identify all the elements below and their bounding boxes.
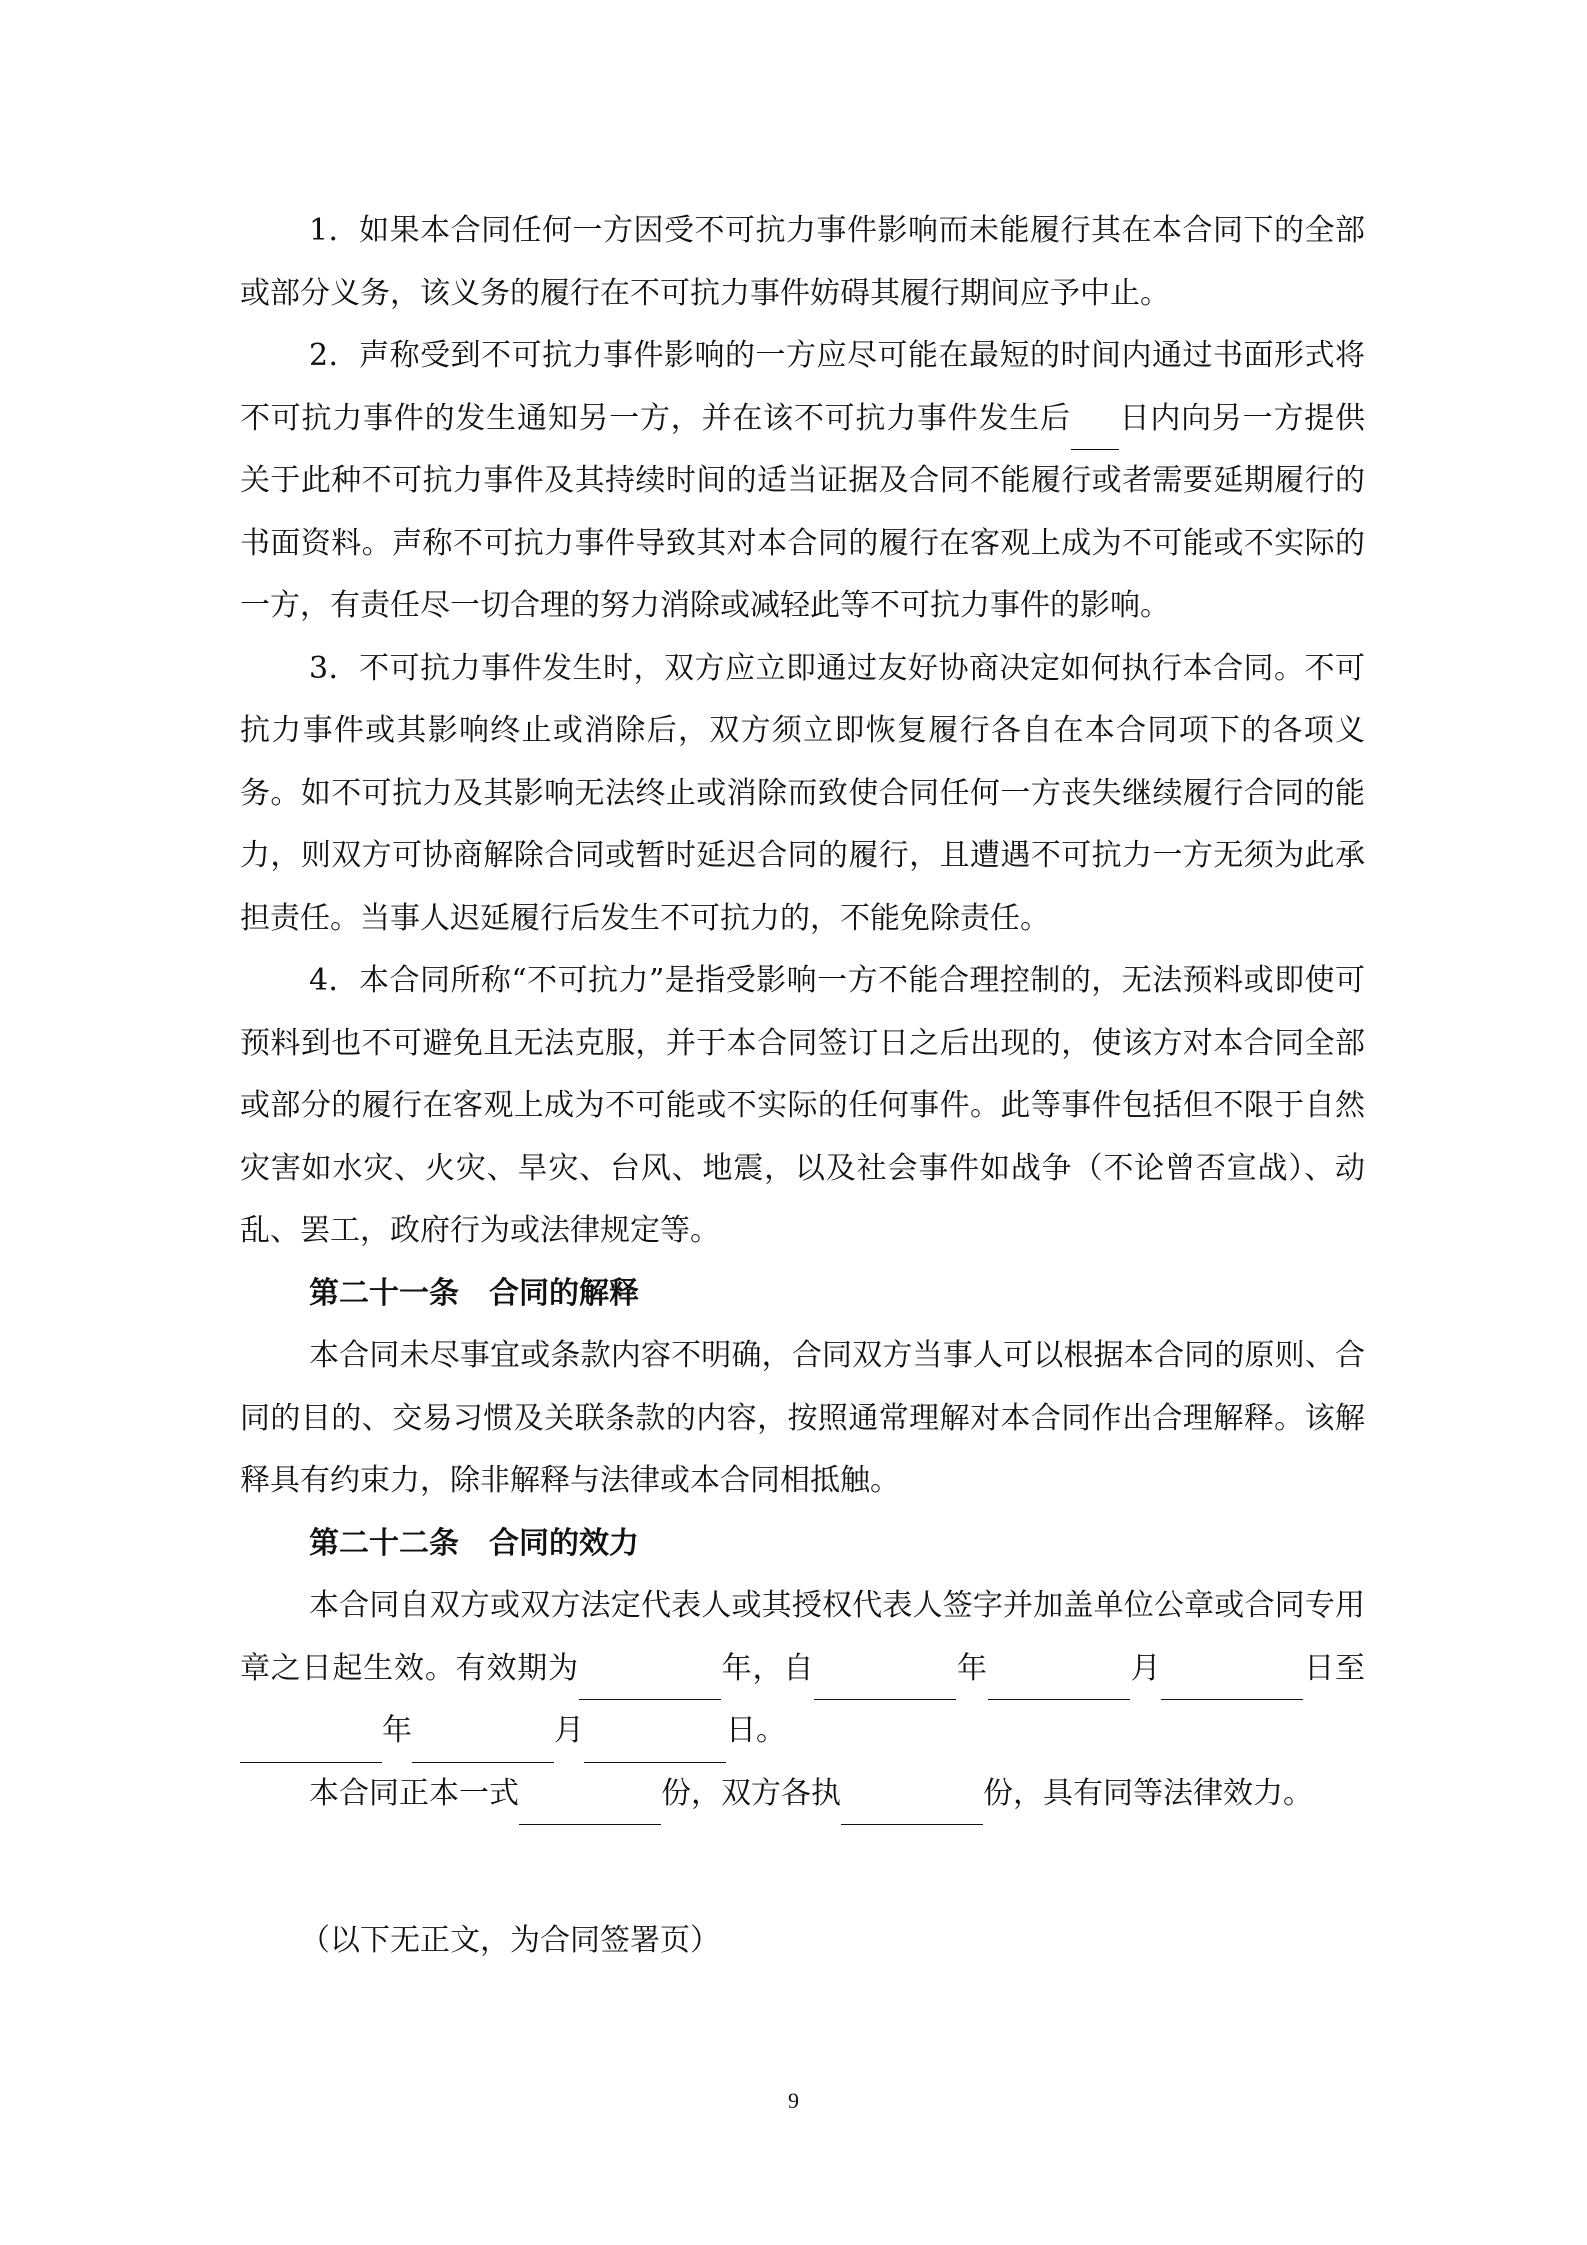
copies-text-c: 份，具有同等法律效力。	[983, 1775, 1313, 1811]
start-day-blank[interactable]	[1161, 1668, 1303, 1701]
clause-2-text-a: 2．声称受到不可抗力事件影响的一方应尽可能在最短的时间内通过书面形式将不可抗力事件的发生通知另一方，并在该不可抗力事件发生后	[240, 338, 1365, 436]
clause-paragraph-4: 4．本合同所称“不可抗力”是指受影响一方不能合理控制的，无法预料或即使可预料到也不可避免且无法克服，并于本合同签订日之后出现的，使该方对本合同全部或部分的履行在客观上成为不可能或不实际的任何事件。此等事件包括但不限于自然灾害如水灾、火灾、旱灾、台风、地震，以及社会事件如战争（不论曾否宣战）、动乱、罢工，政府行为或法律规定等。	[240, 963, 1365, 1248]
start-year-blank[interactable]	[814, 1668, 956, 1701]
copies-each-blank[interactable]	[841, 1793, 983, 1826]
clause-paragraph-3: 3．不可抗力事件发生时，双方应立即通过友好协商决定如何执行本合同。不可抗力事件或其影响终止或消除后，双方须立即恢复履行各自在本合同项下的各项义务。如不可抗力及其影响无法终止或消除而致使合同任何一方丧失继续履行合同的能力，则双方可协商解除合同或暂时延迟合同的履行，且遭遇不可抗力一方无须为此承担责任。当事人迟延履行后发生不可抗力的，不能免除责任。	[240, 650, 1365, 936]
days-blank[interactable]	[1071, 418, 1119, 451]
effect-text-d: 月	[1129, 1650, 1162, 1686]
contract-body	[240, 200, 1365, 1825]
start-month-blank[interactable]	[988, 1668, 1130, 1701]
no-further-text-note: （以下无正文，为合同签署页）	[300, 1923, 720, 1958]
page-number: 9	[788, 2088, 799, 2113]
end-day-blank[interactable]	[584, 1730, 726, 1763]
validity-years-blank[interactable]	[579, 1668, 721, 1701]
clause-paragraph-2	[240, 325, 1365, 638]
effect-text-b: 年，自	[720, 1650, 815, 1686]
copies-text-a: 本合同正本一式	[309, 1775, 519, 1811]
total-copies-blank[interactable]	[519, 1793, 661, 1826]
effect-text-c: 年	[956, 1650, 988, 1686]
article-22-copies-paragraph	[240, 1763, 1365, 1826]
effect-text-h: 日。	[726, 1713, 786, 1748]
effect-text-g: 月	[554, 1713, 584, 1748]
clause-2-text-b: 日内向另一方提供关于此种不可抗力事件及其持续时间的适当证据及合同不能履行或者需要延期履行的书面资料。声称不可抗力事件导致其对本合同的履行在客观上成为不可能或不实际的一方，有责任尽一切合理的努力消除或减轻此等不可抗力事件的影响。	[240, 400, 1365, 623]
clause-paragraph-1: 1．如果本合同任何一方因受不可抗力事件影响而未能履行其在本合同下的全部或部分义务，该义务的履行在不可抗力事件妨碍其履行期间应予中止。	[240, 213, 1365, 311]
article-22-effect-paragraph	[240, 1575, 1365, 1763]
article-21-heading: 第二十一条 合同的解释	[309, 1275, 639, 1311]
article-21-body: 本合同未尽事宜或条款内容不明确，合同双方当事人可以根据本合同的原则、合同的目的、交易习惯及关联条款的内容，按照通常理解对本合同作出合理解释。该解释具有约束力，除非解释与法律或本合同相抵触。	[240, 1338, 1365, 1498]
effect-text-e: 日至	[1303, 1650, 1366, 1686]
end-month-blank[interactable]	[412, 1730, 554, 1763]
effect-text-f: 年	[382, 1713, 412, 1748]
copies-text-b: 份，双方各执	[661, 1775, 841, 1811]
effect-text-a: 本合同自双方或双方法定代表人或其授权代表人签字并加盖单位公章或合同专用章之日起生效。有效期为	[240, 1588, 1365, 1686]
article-22-heading: 第二十二条 合同的效力	[309, 1525, 639, 1561]
end-year-blank[interactable]	[240, 1730, 382, 1763]
